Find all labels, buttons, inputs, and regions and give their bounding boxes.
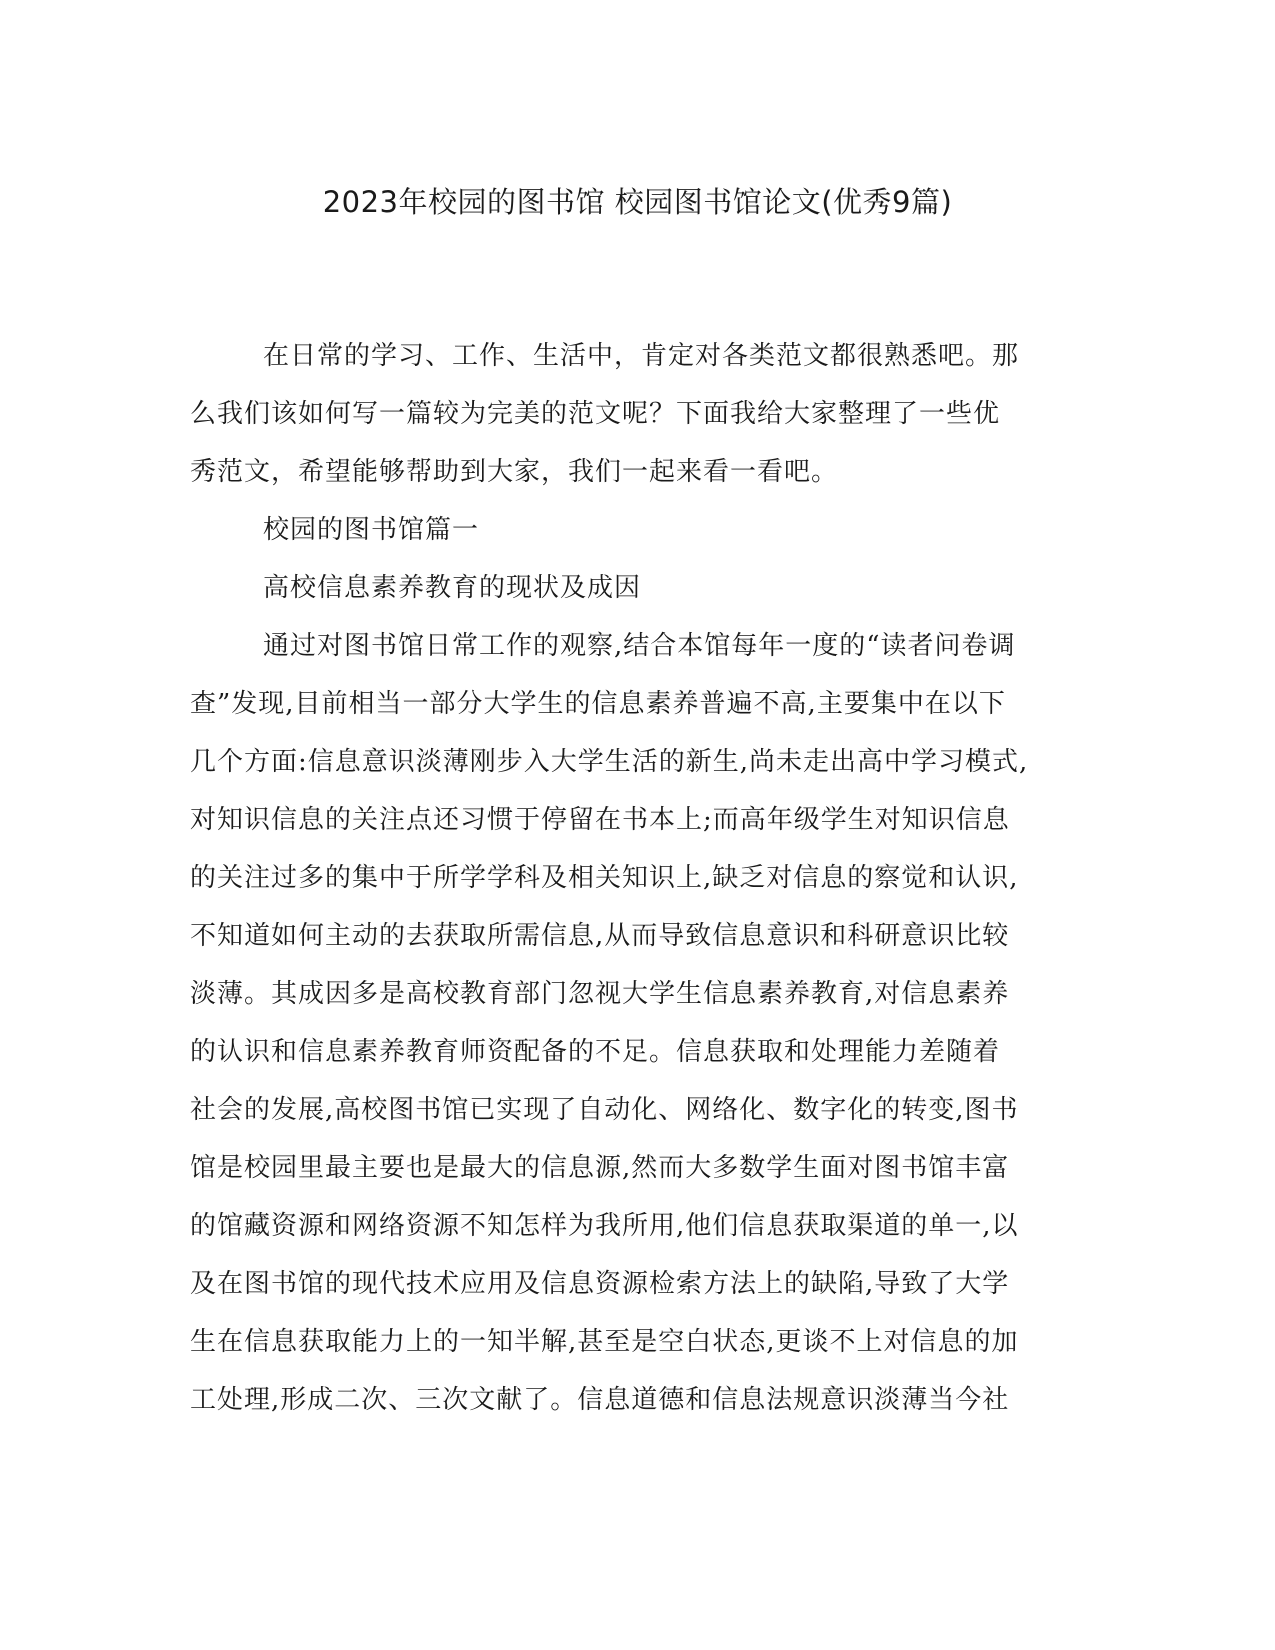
text-line: 的认识和信息素养教育师资配备的不足。信息获取和处理能力差随着 [190, 1037, 1001, 1067]
text-line: 生在信息获取能力上的一知半解,甚至是空白状态,更谈不上对信息的加 [190, 1327, 1019, 1357]
text-line: 工处理,形成二次、三次文献了。信息道德和信息法规意识淡薄当今社 [190, 1385, 1010, 1415]
text-line: 的馆藏资源和网络资源不知怎样为我所用,他们信息获取渠道的单一,以 [190, 1211, 1019, 1241]
text-line: 通过对图书馆日常工作的观察,结合本馆每年一度的“读者问卷调 [263, 631, 1016, 661]
text-line: 馆是校园里最主要也是最大的信息源,然而大多数学生面对图书馆丰富 [190, 1153, 1010, 1183]
text-line: 不知道如何主动的去获取所需信息,从而导致信息意识和科研意识比较 [190, 921, 1010, 951]
text-line: 查”发现,目前相当一部分大学生的信息素养普遍不高,主要集中在以下 [190, 689, 1006, 719]
document-title: 2023年校园的图书馆 校园图书馆论文(优秀9篇) [322, 185, 953, 219]
subsection-heading: 高校信息素养教育的现状及成因 [263, 573, 642, 603]
text-line: 对知识信息的关注点还习惯于停留在书本上;而高年级学生对知识信息 [190, 805, 1010, 835]
text-line: 秀范文，希望能够帮助到大家，我们一起来看一看吧。 [190, 457, 839, 487]
text-line: 的关注过多的集中于所学学科及相关知识上,缺乏对信息的察觉和认识, [190, 863, 1019, 893]
text-line: 及在图书馆的现代技术应用及信息资源检索方法上的缺陷,导致了大学 [190, 1269, 1010, 1299]
text-line: 几个方面:信息意识淡薄刚步入大学生活的新生,尚未走出高中学习模式, [190, 747, 1029, 777]
document-body [190, 327, 1090, 1429]
text-line: 么我们该如何写一篇较为完美的范文呢？下面我给大家整理了一些优 [190, 399, 1001, 429]
text-line: 在日常的学习、工作、生活中，肯定对各类范文都很熟悉吧。那 [263, 341, 1020, 371]
text-line: 淡薄。其成因多是高校教育部门忽视大学生信息素养教育,对信息素养 [190, 979, 1010, 1009]
section-heading: 校园的图书馆篇一 [263, 515, 480, 545]
text-line: 社会的发展,高校图书馆已实现了自动化、网络化、数字化的转变,图书 [190, 1095, 1019, 1125]
